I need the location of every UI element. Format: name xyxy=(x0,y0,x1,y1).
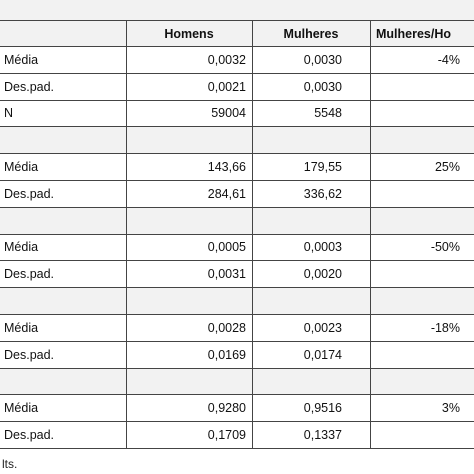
row-label-cell: Média xyxy=(4,240,39,255)
ratio-value-cell: -50% xyxy=(430,240,460,255)
mulheres-value-cell: 0,0030 xyxy=(303,79,342,94)
table-row xyxy=(0,422,474,449)
mulheres-value-cell: 0,0020 xyxy=(303,267,342,282)
table-footnote: lts. xyxy=(2,457,18,471)
header-cell-ratio: Mulheres/Ho xyxy=(376,26,452,41)
table-row xyxy=(0,154,474,181)
mulheres-value-cell: 0,0003 xyxy=(303,240,342,255)
ratio-value-cell xyxy=(370,74,474,100)
row-label-cell xyxy=(0,208,126,234)
homens-value-cell xyxy=(126,288,252,314)
table-row xyxy=(0,74,474,101)
mulheres-value-cell: 0,0030 xyxy=(303,52,342,67)
table-row xyxy=(0,208,474,235)
homens-value-cell: 0,0169 xyxy=(207,347,246,362)
homens-value-cell xyxy=(126,127,252,153)
table-row xyxy=(0,127,474,154)
mulheres-value-cell xyxy=(252,208,370,234)
table-row xyxy=(0,101,474,128)
ratio-value-cell: 25% xyxy=(434,160,460,175)
row-label-cell: N xyxy=(4,106,14,121)
row-label-cell: Média xyxy=(4,160,39,175)
header-cell-label xyxy=(0,21,126,46)
row-label-cell xyxy=(0,288,126,314)
table-header-row xyxy=(0,21,474,47)
mulheres-value-cell xyxy=(252,288,370,314)
table-row xyxy=(0,369,474,396)
table-row xyxy=(0,47,474,74)
ratio-value-cell xyxy=(370,127,474,153)
row-label-cell: Média xyxy=(4,320,39,335)
homens-value-cell: 59004 xyxy=(211,106,246,121)
row-label-cell xyxy=(0,369,126,395)
header-cell-mulheres: Mulheres xyxy=(283,26,339,41)
homens-value-cell: 0,0032 xyxy=(207,52,246,67)
ratio-value-cell xyxy=(370,181,474,207)
table-row xyxy=(0,181,474,208)
homens-value-cell: 0,9280 xyxy=(207,401,246,416)
ratio-value-cell xyxy=(370,342,474,368)
table-row xyxy=(0,235,474,262)
table-row xyxy=(0,395,474,422)
column-divider xyxy=(252,21,253,449)
homens-value-cell: 0,0021 xyxy=(207,79,246,94)
mulheres-value-cell: 0,1337 xyxy=(303,428,342,443)
mulheres-value-cell: 179,55 xyxy=(303,160,342,175)
column-divider xyxy=(126,21,127,449)
ratio-value-cell xyxy=(370,208,474,234)
table-row xyxy=(0,261,474,288)
homens-value-cell: 0,0031 xyxy=(207,267,246,282)
ratio-value-cell: 3% xyxy=(441,401,460,416)
row-label-cell: Des.pad. xyxy=(4,186,55,201)
ratio-value-cell xyxy=(370,261,474,287)
row-label-cell: Des.pad. xyxy=(4,347,55,362)
ratio-value-cell xyxy=(370,101,474,127)
mulheres-value-cell: 336,62 xyxy=(303,186,342,201)
homens-value-cell: 143,66 xyxy=(207,160,246,175)
homens-value-cell xyxy=(126,208,252,234)
column-divider xyxy=(370,21,371,449)
ratio-value-cell: -4% xyxy=(437,52,460,67)
ratio-value-cell xyxy=(370,369,474,395)
row-label-cell: Des.pad. xyxy=(4,79,55,94)
row-label-cell: Média xyxy=(4,52,39,67)
table-row xyxy=(0,342,474,369)
ratio-value-cell xyxy=(370,288,474,314)
homens-value-cell: 0,0028 xyxy=(207,320,246,335)
mulheres-value-cell: 0,9516 xyxy=(303,401,342,416)
mulheres-value-cell xyxy=(252,369,370,395)
mulheres-value-cell xyxy=(252,127,370,153)
mulheres-value-cell: 5548 xyxy=(314,106,342,121)
row-label-cell: Des.pad. xyxy=(4,267,55,282)
row-label-cell xyxy=(0,127,126,153)
ratio-value-cell: -18% xyxy=(430,320,460,335)
ratio-value-cell xyxy=(370,422,474,448)
header-cell-homens: Homens xyxy=(164,26,214,41)
homens-value-cell: 284,61 xyxy=(207,186,246,201)
table-row xyxy=(0,315,474,342)
homens-value-cell: 0,1709 xyxy=(207,428,246,443)
homens-value-cell: 0,0005 xyxy=(207,240,246,255)
row-label-cell: Des.pad. xyxy=(4,428,55,443)
table-top-band xyxy=(0,0,474,21)
mulheres-value-cell: 0,0023 xyxy=(303,320,342,335)
homens-value-cell xyxy=(126,369,252,395)
mulheres-value-cell: 0,0174 xyxy=(303,347,342,362)
table-row xyxy=(0,288,474,315)
row-label-cell: Média xyxy=(4,401,39,416)
